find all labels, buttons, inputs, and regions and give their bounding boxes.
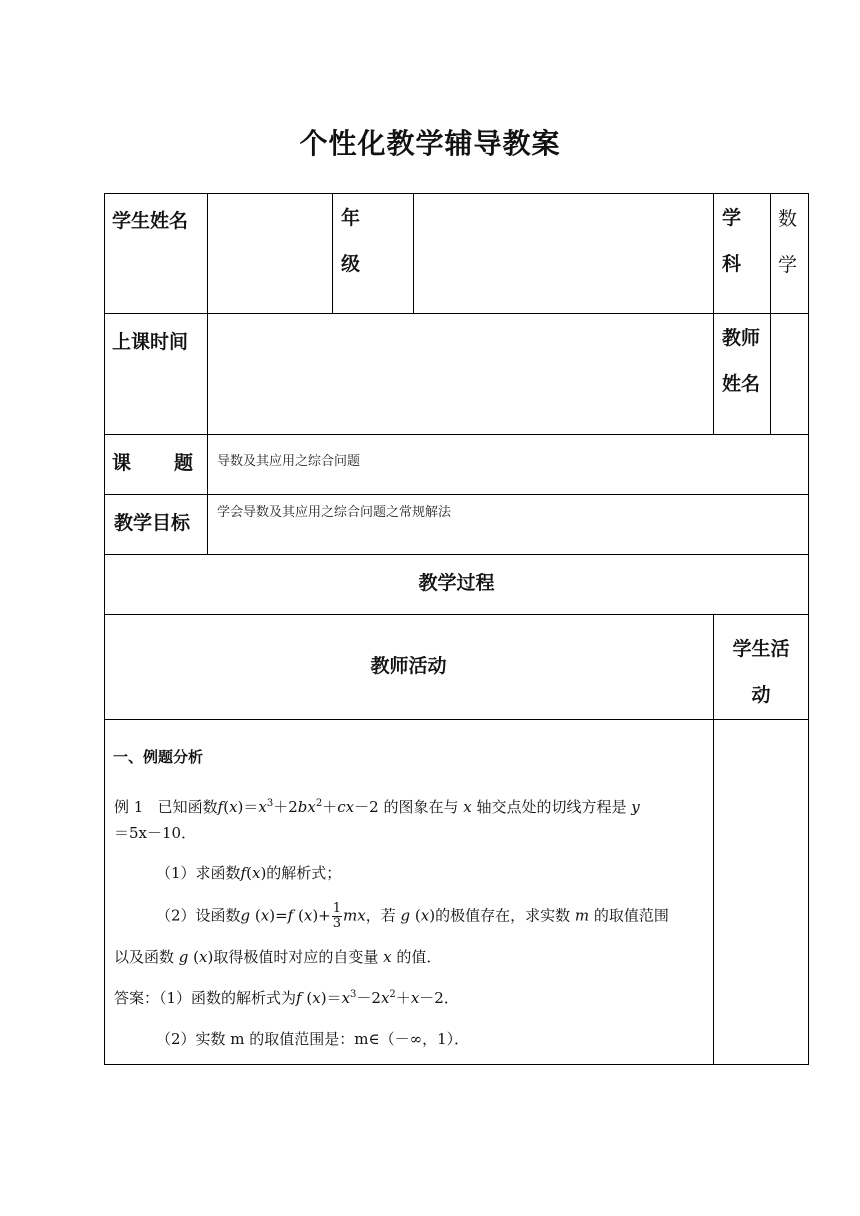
function-expression: $f(x)=x^3+2bx^2+cx-2$ [217, 798, 379, 816]
example-text: 的图象在与 [383, 798, 459, 816]
question-text: 取得极值时对应的自变量 [213, 948, 379, 966]
teacher-name-label-line: 教师 [722, 327, 761, 349]
subject-label-char: 科 [722, 253, 742, 275]
question-2-line-2: 以及函数 g (x)取得极值时对应的自变量 x 的值． [114, 948, 442, 966]
student-activity-heading-line: 动 [751, 684, 771, 706]
table-border [104, 614, 809, 615]
student-activity-heading [714, 626, 808, 718]
grade-label [341, 195, 360, 287]
student-activity-cell[interactable] [714, 720, 808, 1064]
table-border [808, 193, 809, 1065]
class-time-label: 上课时间 [112, 331, 189, 353]
subject-value-char: 数 [778, 208, 798, 230]
answer-text: 答案：（1）函数的解析式为 [114, 989, 297, 1007]
topic-label-first: 课 [112, 452, 132, 474]
question-text: （1）求函数 [156, 864, 241, 882]
table-border [104, 719, 809, 720]
teacher-name-label [722, 315, 760, 407]
goal-label: 教学目标 [114, 512, 191, 534]
question-2: （2）设函数g (x)=f (x)+ $\frac{1}{3}$ mx，若 g (x)的极值存在，求实数 m 的取值范围 [156, 901, 669, 931]
teacher-name-label-line: 姓名 [722, 373, 761, 395]
process-heading: 教学过程 [418, 572, 495, 594]
question-text: ，若 [365, 906, 396, 925]
teacher-name-field[interactable] [771, 314, 808, 434]
question-text: 的取值范围 [593, 906, 669, 925]
document-title: 个性化教学辅导教案 [299, 127, 561, 160]
grade-label-char: 级 [341, 253, 361, 275]
example-line-1: 例 1 已知函数$f(x)=x^3+2bx^2+cx-2$ 的图象在与 x 轴交点处的切线方程是 y [114, 798, 640, 816]
example-label: 例 1 [114, 798, 144, 816]
question-1: （1）求函数f(x)的解析式； [156, 864, 342, 882]
table-border [104, 193, 105, 1065]
teacher-activity-heading: 教师活动 [370, 655, 447, 677]
answer-2: （2）实数 m 的取值范围是：m∈（－∞，1）． [156, 1030, 470, 1048]
class-time-field[interactable] [208, 314, 713, 434]
fraction-one-third: $\frac{1}{3}$ [332, 901, 342, 931]
example-line-2: ＝5x－10． [114, 824, 197, 842]
subject-label [722, 195, 741, 287]
table-border [104, 554, 809, 555]
grade-field[interactable] [414, 194, 713, 313]
question-text: 以及函数 [114, 948, 175, 966]
table-border [104, 494, 809, 495]
answer-1: 答案：（1）函数的解析式为f $(x)=x^3-2x^2+x-2$． [114, 989, 459, 1007]
topic-value: 导数及其应用之综合问题 [217, 454, 361, 469]
example-text: 轴交点处的切线方程是 [476, 798, 627, 816]
subject-value-char: 学 [778, 254, 798, 276]
student-name-field[interactable] [208, 194, 332, 313]
student-name-label: 学生姓名 [112, 210, 189, 232]
question-text: 的解析式； [266, 864, 342, 882]
question-text: （2）设函数 [156, 906, 241, 925]
section-heading: 一、例题分析 [113, 748, 204, 766]
table-border [332, 193, 333, 314]
example-text: 已知函数 [157, 798, 218, 816]
goal-value: 学会导数及其应用之综合问题之常规解法 [217, 505, 452, 520]
question-text: 的值． [396, 948, 442, 966]
student-activity-heading-line: 学生活 [732, 638, 790, 660]
subject-label-char: 学 [722, 207, 742, 229]
question-text: 的极值存在，求实数 [435, 906, 571, 925]
grade-label-char: 年 [341, 207, 361, 229]
topic-label-second: 题 [174, 452, 194, 474]
table-border [713, 193, 714, 435]
table-border [104, 434, 809, 435]
table-border [104, 1064, 809, 1065]
subject-value [778, 196, 797, 288]
